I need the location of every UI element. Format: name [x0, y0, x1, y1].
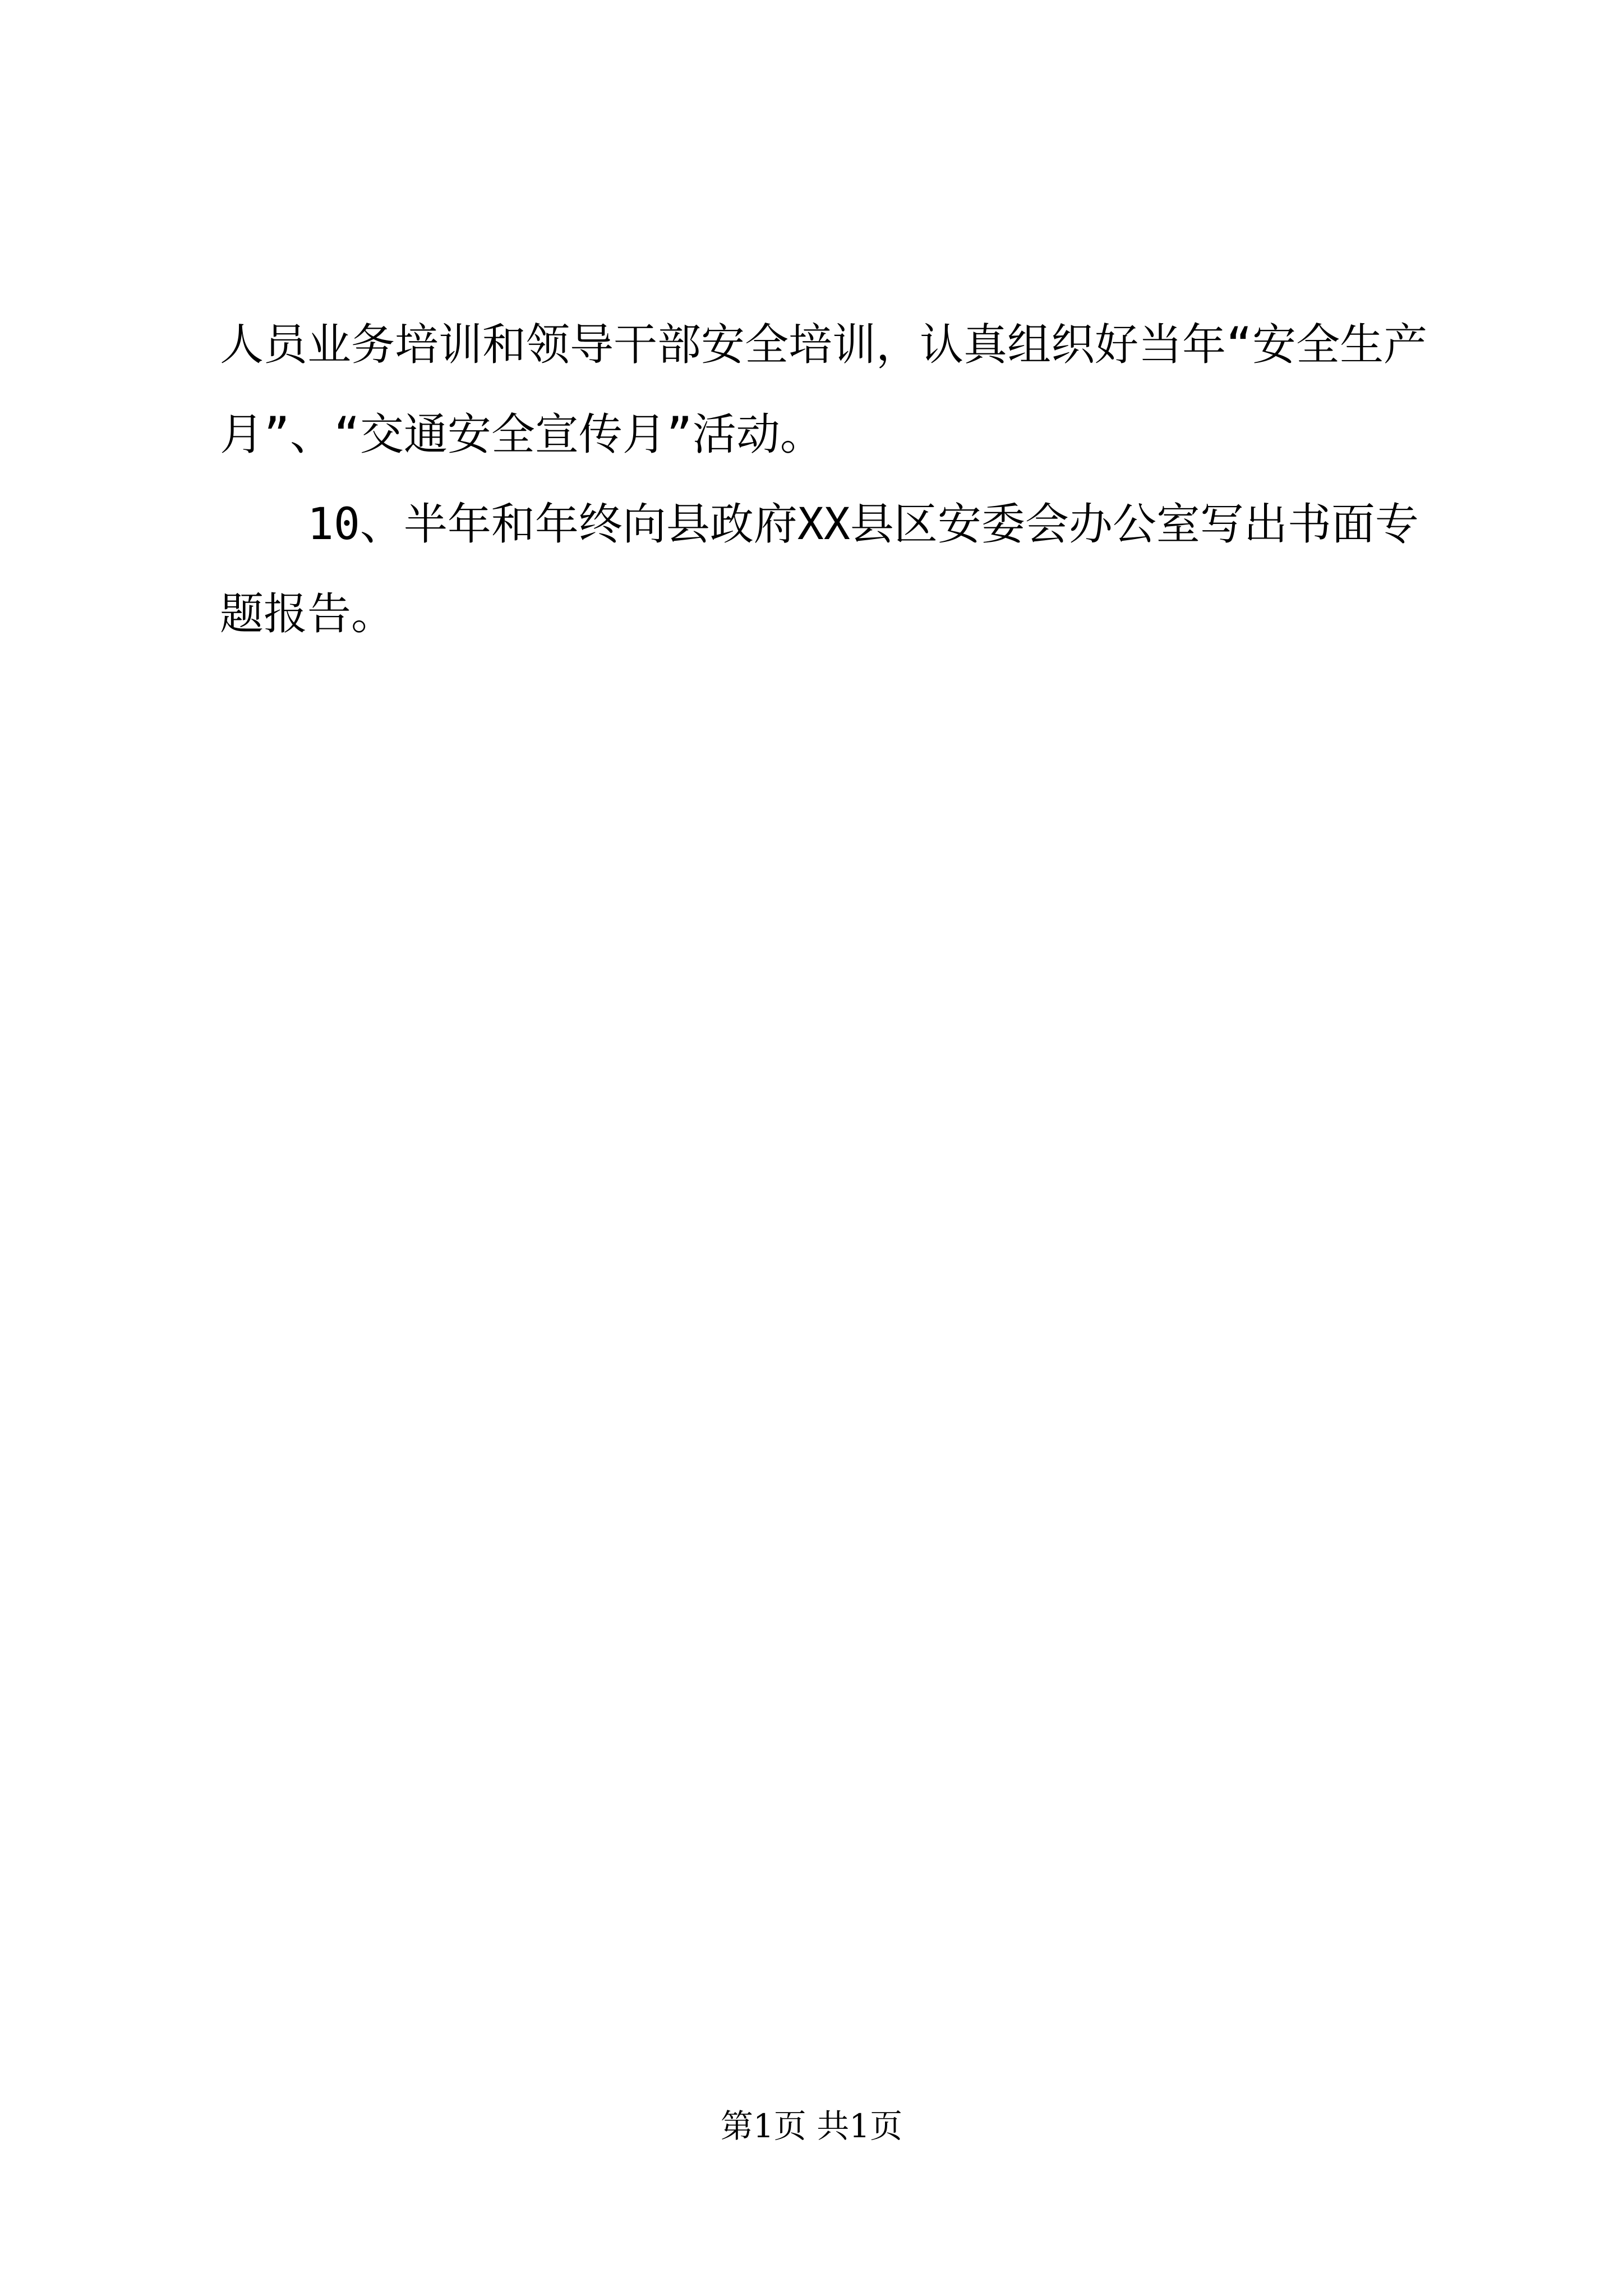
paragraph-item-10: [220, 480, 1431, 659]
text-line: 题报告。: [220, 589, 395, 639]
text-line: 月”、“交通安全宣传月”活动。: [220, 409, 824, 460]
text-line: 人员业务培训和领导干部安全培训，认真组织好当年“安全生产: [220, 320, 1427, 370]
page-footer: 第1页 共1页: [720, 2107, 903, 2145]
paragraph-continuation: [220, 300, 1431, 480]
text-line: [220, 480, 1431, 569]
text-line-content: 10、半年和年终向县政府XX县区安委会办公室写出书面专: [307, 499, 1419, 550]
document-body: [220, 300, 1431, 659]
